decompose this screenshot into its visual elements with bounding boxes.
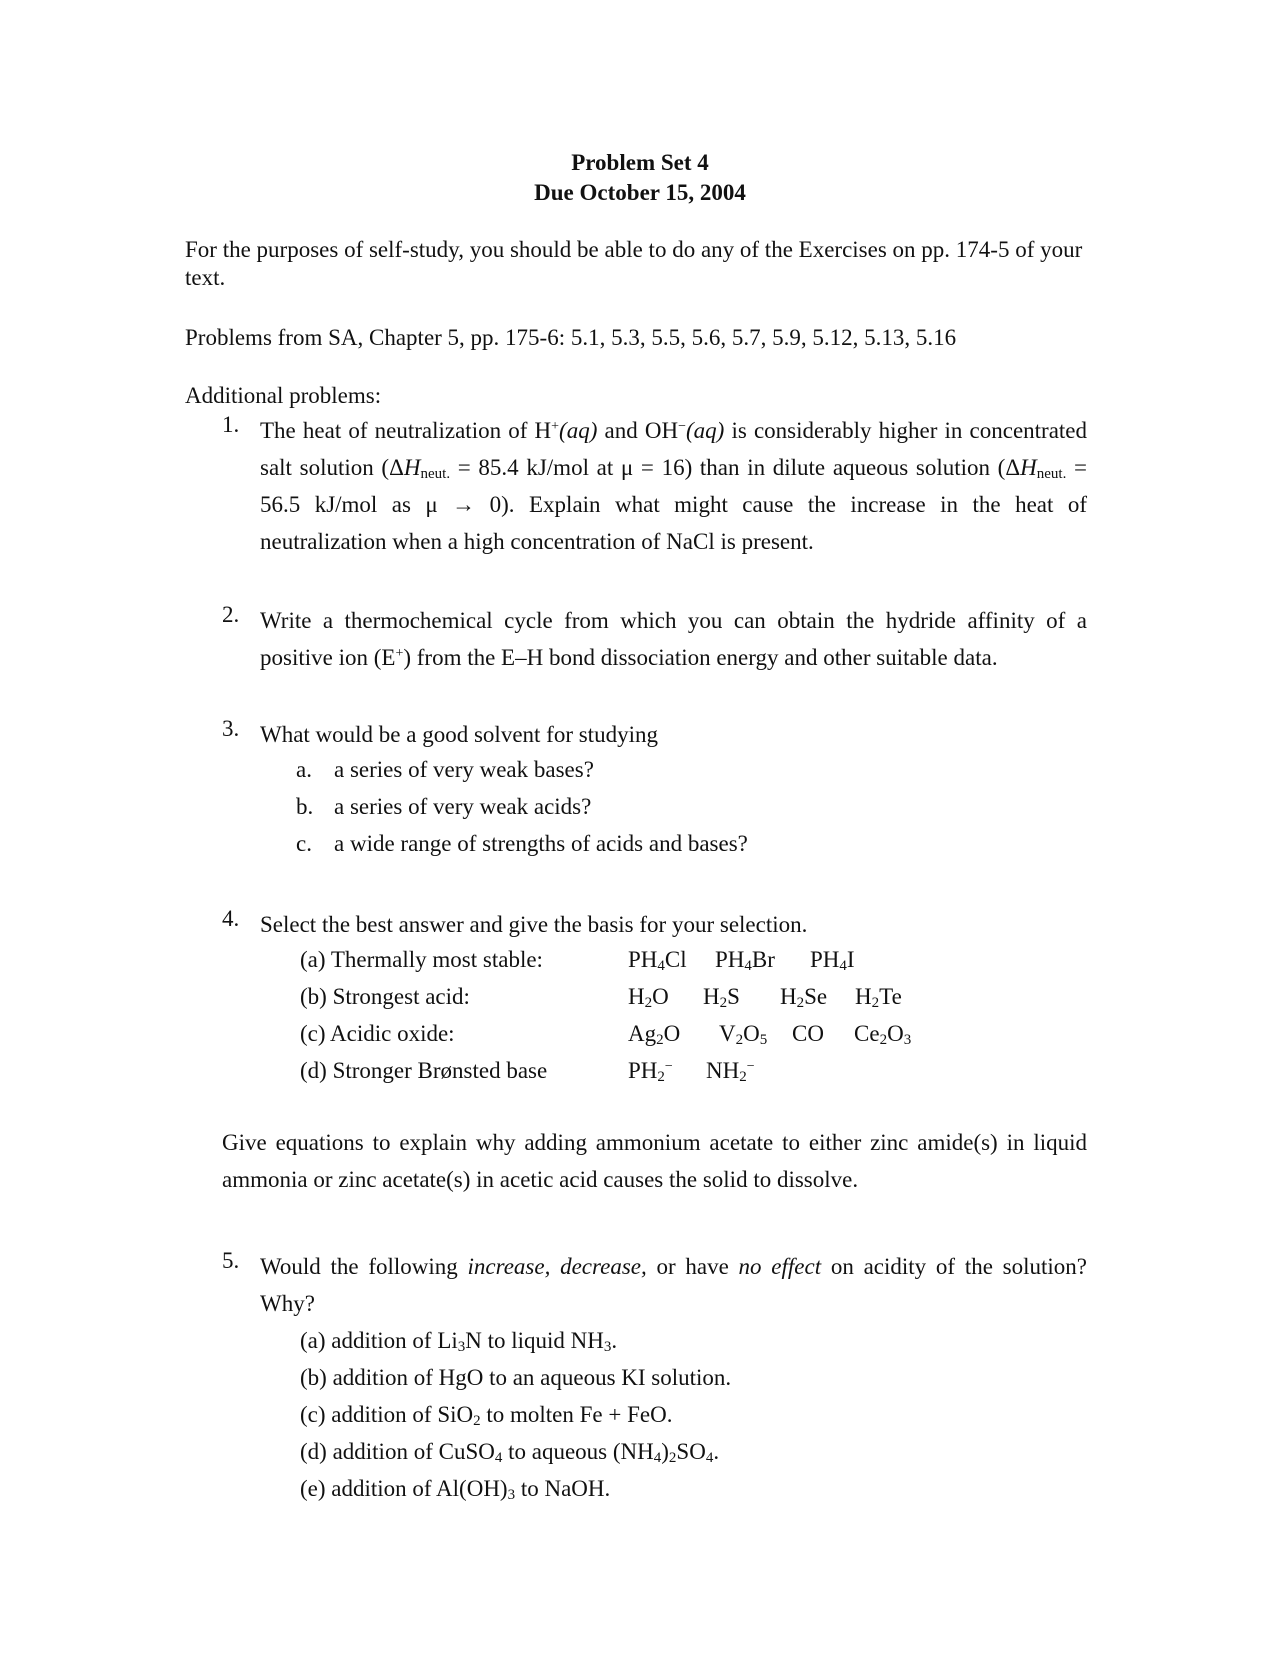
additional-problems-heading: Additional problems: xyxy=(185,383,382,408)
problem-3 xyxy=(222,716,1087,753)
formula: $Ce_2O_3$ xyxy=(854,1021,912,1048)
problem-text: Write a thermochemical cycle from which you can obtain the hydride affinity of a positive ion (E+) from the E–H bond dissociation energy and other suitable data. xyxy=(260,608,1087,670)
problem-text: What would be a good solvent for studying xyxy=(260,722,658,747)
formula: $H_2Te$ xyxy=(855,984,902,1011)
formula: $PH_4Br$ xyxy=(715,947,775,974)
formula: $NH_2^-$ xyxy=(706,1058,755,1085)
problem-text: Would the following increase, decrease, or have no effect on acidity of the solution? Why? xyxy=(260,1254,1087,1316)
list-item: (c) addition of SiO$_2$ to molten Fe + FeO. xyxy=(300,1402,673,1429)
problem-number: 3. xyxy=(222,716,240,741)
due-date: Due October 15, 2004 xyxy=(534,180,746,205)
formula: $PH_4I$ xyxy=(810,947,855,974)
page-title: Problem Set 4 xyxy=(571,150,709,175)
formula: $Ag_2O$ xyxy=(628,1021,681,1048)
problem-text: The heat of neutralization of H+(aq) and OH−(aq) is considerably higher in concentrated salt solution ($\Delta H_{neut.} = 85.4$ kJ/mol at μ = 16) than in dilute aqueous solution ($\Delta H_{neut.} = 56.5$ kJ/mol as μ → 0). Explain what might cause the increase in the heat of neutralization when a high concentration of NaCl is present. xyxy=(260,418,1088,554)
problem-text: Select the best answer and give the basis for your selection. xyxy=(260,912,808,937)
self-study-paragraph: For the purposes of self-study, you should be able to do any of the Exercises on pp. 174-5 of your text. xyxy=(185,237,1083,290)
formula: $V_2O_5$ xyxy=(719,1021,768,1048)
problems-from-line: Problems from SA, Chapter 5, pp. 175-6: 5.1, 5.3, 5.5, 5.6, 5.7, 5.9, 5.12, 5.13, 5.16 xyxy=(185,325,957,350)
problem-number: 2. xyxy=(222,602,240,627)
problem-number: 4. xyxy=(222,906,240,931)
problem-4 xyxy=(222,906,1087,943)
problem-1 xyxy=(222,412,1087,560)
problem-number: 5. xyxy=(222,1248,240,1273)
list-item: (d) addition of CuSO$_4$ to aqueous $(NH_4)_2SO_4$. xyxy=(300,1439,720,1466)
formula: $PH_2^-$ xyxy=(628,1058,673,1085)
equations-paragraph: Give equations to explain why adding ammonium acetate to either zinc amide(s) in liquid ammonia or zinc acetate(s) in acetic acid causes the solid to dissolve. xyxy=(222,1130,1087,1192)
list-item: (b) addition of HgO to an aqueous KI solution. xyxy=(300,1365,732,1390)
formula: $H_2S$ xyxy=(703,984,740,1011)
problem-number: 1. xyxy=(222,412,240,437)
problem-2 xyxy=(222,602,1087,676)
formula: $PH_4Cl$ xyxy=(628,947,687,974)
formula: CO xyxy=(792,1021,824,1046)
list-item: (e) addition of $Al(OH)_3$ to NaOH. xyxy=(300,1476,611,1503)
document-page: Problem Set 4 Due October 15, 2004 For the purposes of self-study, you should be able to do any of the Exercises on pp. 174-5 of your text. Problems from SA, Chapter 5, pp. 175-6: 5.1, 5.3, 5.5, 5.6, 5.7, 5.9, 5.12, 5.13, 5.16 Additional problems: 1. The heat of neutralization of H+(aq) and OH−(aq) is considerably higher in concentrated salt solution ($\Delta H_{neut.} = 85.4$ kJ/mol at μ = 16) than in dilute aqueous solution ($\Delta H_{neut.} = 56.5$ kJ/mol as μ → 0). Explain what might cause the increase in the heat of neutralization when a high concentration of NaCl is present. 2. Write a thermochemical cycle from which you can obtain the hydride affinity of a positive ion (E+) from the E–H bond dissociation energy and other suitable data. 3. What would be a good solvent for studying a. a series of very weak bases? b. a series of very weak acids? c. a wide range of strengths of acids and bases? 4. Select the best answer and give the basis for your selection. (a) Thermally most stable: $PH_4Cl$ $PH_4Br$ $PH_4I$ (b) Strongest acid: $H_2O$ $H_2S$ $H_2Se$ $H_2Te$ (c) Acidic oxide: $Ag_2O$ $V_2O_5$ CO $Ce_2O_3$ (d) Stronger Brønsted base $PH_2^-$ $NH_2^-$ Give equations to explain why adding ammonium acetate to either zinc amide(s) in liquid ammonia or zinc acetate(s) in acetic acid causes the solid to dissolve. 5. Would the following increase, decrease, or have no effect on acidity of the solution? Why? (a) addition of $Li_3N$ to liquid $NH_3$. (b) addition of HgO to an aqueous KI solution. (c) addition of SiO$_2$ to molten Fe + FeO. (d) addition of CuSO$_4$ to aqueous $(NH_4)_2SO_4$. (e) addition of $Al(OH)_3$ to NaOH. xyxy=(0,0,1280,1656)
list-item: (a) addition of $Li_3N$ to liquid $NH_3$. xyxy=(300,1328,618,1355)
formula: $H_2Se$ xyxy=(780,984,828,1011)
formula: $H_2O$ xyxy=(628,984,669,1011)
problem-5 xyxy=(222,1248,1087,1322)
